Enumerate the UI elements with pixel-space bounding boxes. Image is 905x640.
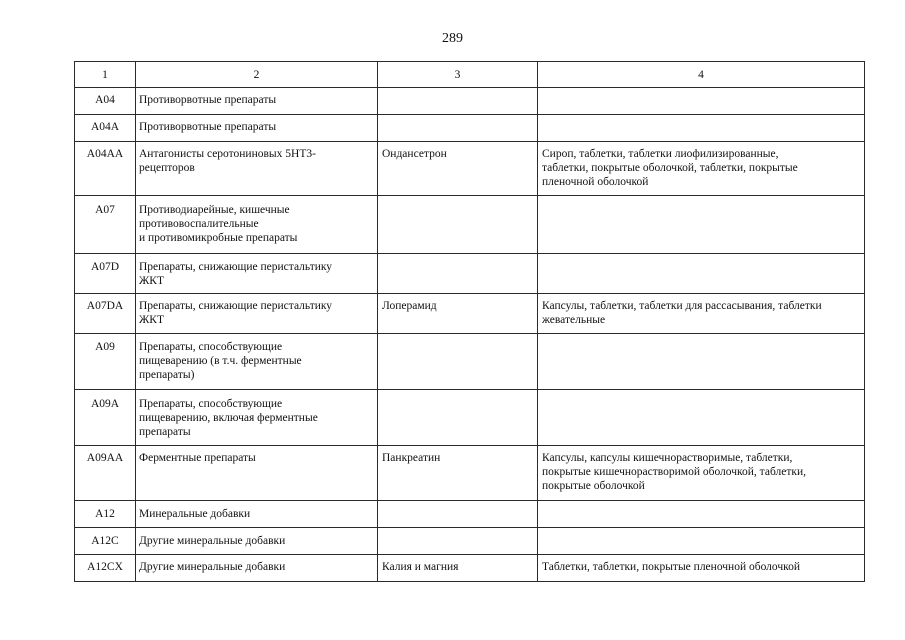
page-number: 289 [442,31,463,46]
table-row [75,294,865,334]
code-cell: A07D [75,254,136,294]
code-cell: A04AA [75,142,136,196]
table-row [75,501,865,528]
code-cell: A12C [75,528,136,555]
substance-cell: Панкреатин [378,446,538,501]
dosage-forms-cell [538,115,865,142]
group-name-cell: Противорвотные препараты [136,115,378,142]
column-header-3: 3 [378,62,538,88]
table-row [75,446,865,501]
group-name-cell: Минеральные добавки [136,501,378,528]
table-row [75,334,865,390]
table-row [75,254,865,294]
dosage-forms-cell [538,88,865,115]
code-cell: A04 [75,88,136,115]
table-row [75,555,865,582]
table-row [75,528,865,555]
drug-classification-table [74,61,865,582]
group-name-cell: Противодиарейные, кишечные противовоспалительные и противомикробные препараты [136,196,378,254]
group-name-cell: Препараты, снижающие перистальтику ЖКТ [136,254,378,294]
group-name-cell: Другие минеральные добавки [136,555,378,582]
substance-cell [378,88,538,115]
code-cell: A09AA [75,446,136,501]
code-cell: A09A [75,390,136,446]
group-name-cell: Антагонисты серотониновых 5HT3- рецепторов [136,142,378,196]
group-name-cell: Препараты, снижающие перистальтику ЖКТ [136,294,378,334]
column-header-4: 4 [538,62,865,88]
dosage-forms-cell [538,390,865,446]
dosage-forms-cell [538,528,865,555]
code-cell: A07DA [75,294,136,334]
table-header-row [75,62,865,88]
substance-cell [378,334,538,390]
substance-cell [378,115,538,142]
substance-cell: Калия и магния [378,555,538,582]
dosage-forms-cell [538,196,865,254]
substance-cell [378,390,538,446]
dosage-forms-cell: Сироп, таблетки, таблетки лиофилизированные, таблетки, покрытые оболочкой, таблетки, покрытые пленочной оболочкой [538,142,865,196]
table-row [75,142,865,196]
substance-cell [378,254,538,294]
table-row [75,88,865,115]
dosage-forms-cell [538,254,865,294]
group-name-cell: Другие минеральные добавки [136,528,378,555]
substance-cell: Ондансетрон [378,142,538,196]
group-name-cell: Противорвотные препараты [136,88,378,115]
group-name-cell: Ферментные препараты [136,446,378,501]
dosage-forms-cell: Капсулы, таблетки, таблетки для рассасывания, таблетки жевательные [538,294,865,334]
substance-cell: Лоперамид [378,294,538,334]
group-name-cell: Препараты, способствующие пищеварению, включая ферментные препараты [136,390,378,446]
dosage-forms-cell: Капсулы, капсулы кишечнорастворимые, таблетки, покрытые кишечнорастворимой оболочкой, таблетки, покрытые оболочкой [538,446,865,501]
table-row [75,390,865,446]
table-row [75,115,865,142]
column-header-1: 1 [75,62,136,88]
code-cell: A09 [75,334,136,390]
dosage-forms-cell [538,501,865,528]
code-cell: A12 [75,501,136,528]
substance-cell [378,196,538,254]
code-cell: A07 [75,196,136,254]
dosage-forms-cell [538,334,865,390]
dosage-forms-cell: Таблетки, таблетки, покрытые пленочной оболочкой [538,555,865,582]
code-cell: A04A [75,115,136,142]
group-name-cell: Препараты, способствующие пищеварению (в т.ч. ферментные препараты) [136,334,378,390]
column-header-2: 2 [136,62,378,88]
table-row [75,196,865,254]
substance-cell [378,501,538,528]
code-cell: A12CX [75,555,136,582]
substance-cell [378,528,538,555]
